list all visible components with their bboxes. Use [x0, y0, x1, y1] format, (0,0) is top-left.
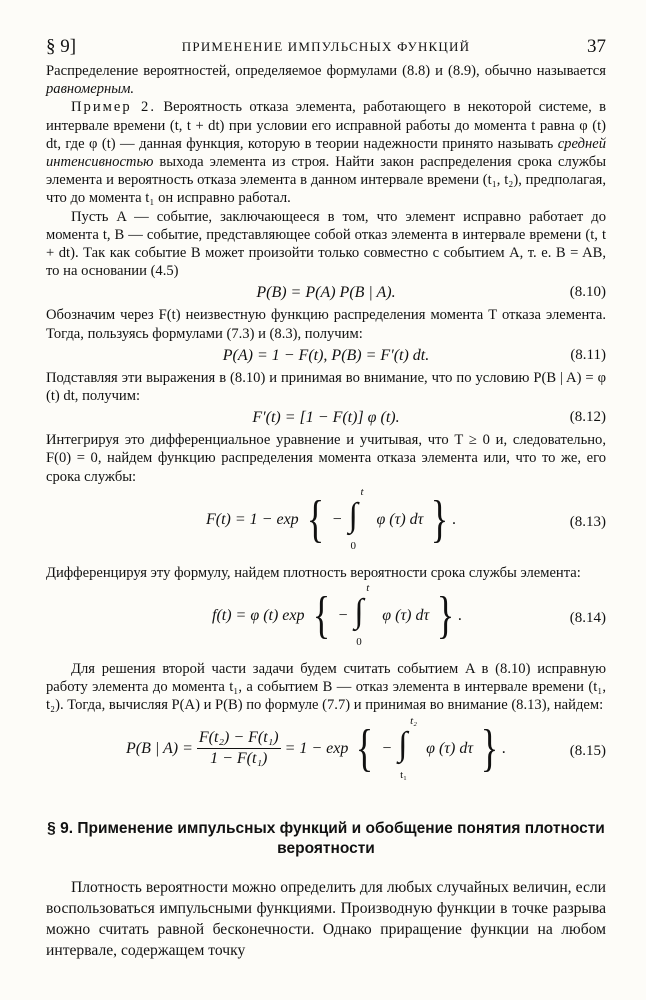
equation-number: (8.15)	[569, 742, 606, 759]
formula-middle: = 1 − exp	[284, 739, 349, 757]
formula-lhs: F(t) = 1 − exp	[206, 510, 299, 528]
equation-number: (8.10)	[569, 284, 606, 301]
equation-8-14	[46, 582, 606, 656]
formula: P(A) = 1 − F(t), P(B) = F′(t) dt.	[222, 346, 430, 364]
upper-limit: t₂	[410, 714, 418, 727]
paragraph-distribution: Обозначим через F(t) неизвестную функцию распределения момента T отказа элемента. Тогда, пользуясь формулами (7.3) и (8.3), получим:	[46, 307, 606, 342]
fraction	[197, 729, 281, 768]
example-label: Пример 2.	[71, 99, 156, 116]
paragraph-substitute: Подставляя эти выражения в (8.10) и принимая во внимание, что по условию P(B | A) = φ (t) dt, получим:	[46, 369, 606, 405]
paragraph-uniform	[46, 62, 606, 98]
minus-sign: −	[381, 739, 393, 757]
left-brace: {	[356, 719, 374, 777]
left-brace: {	[312, 587, 330, 645]
text: Распределение вероятностей, определяемое формулами (8.8) и (8.9), обычно называется	[46, 63, 606, 79]
formula-lhs: P(B | A) =	[126, 739, 193, 757]
formula: P(B) = P(A) P(B | A).	[256, 284, 396, 302]
formula	[212, 582, 463, 649]
numerator: F(t₂) − F(t₁)	[197, 729, 281, 749]
integral	[396, 714, 422, 781]
lower-limit: t₁	[400, 768, 408, 781]
lower-limit: 0	[350, 539, 356, 552]
equation-8-13	[46, 485, 606, 560]
page	[46, 34, 606, 961]
text: выхода элемента из строя. Найти закон распределения срока службы элемента и вероятность отказа элемента в данном интервале времени (t₁, t₂), предполагая, что до момента t₁ он исправно работал.	[46, 154, 606, 207]
upper-limit: t	[360, 485, 364, 498]
right-brace: }	[436, 587, 455, 645]
equation-8-12	[46, 409, 606, 427]
left-brace: {	[306, 490, 324, 548]
equation-8-11	[46, 347, 606, 365]
upper-limit: t	[366, 582, 370, 595]
emphasis: равномерным.	[46, 81, 135, 98]
formula	[206, 485, 457, 552]
emphasis: средней интенсивностью	[46, 135, 606, 171]
lower-limit: 0	[356, 636, 362, 649]
paragraph-differentiating: Дифференцируя эту формулу, найдем плотность вероятности срока службы элемента:	[46, 564, 581, 581]
equation-number: (8.14)	[569, 610, 606, 627]
integral-sign: ∫	[398, 725, 408, 763]
section-heading: § 9. Применение импульсных функций и обобщение понятия плотности вероятности	[47, 819, 605, 857]
paragraph-second-part: Для решения второй части задачи будем считать событием A в (8.10) исправную работу элемента до момента t₁, а событием B — отказ элемента в интервале времени (t₁, t₂). Тогда, вычисляя P(A) и P(B) по формуле (7.7) и принимая во внимание (8.13), найдем:	[46, 661, 606, 714]
equation-number: (8.11)	[570, 346, 606, 363]
integral	[346, 485, 372, 552]
formula: F′(t) = [1 − F(t)] φ (t).	[252, 409, 400, 427]
header-section: § 9]	[46, 36, 77, 57]
header-title: ПРИМЕНЕНИЕ ИМПУЛЬСНЫХ ФУНКЦИЙ	[181, 39, 471, 54]
running-header	[46, 34, 606, 62]
period: .	[452, 510, 457, 528]
paragraph-impulse-functions: Плотность вероятности можно определить для любых случайных величин, если воспользоваться импульсными функциями. Производную функции в точке разрыва можно считать равной бесконечности. Однако приращение функции на любом интервале, содержащем точку	[46, 878, 606, 959]
paragraph-example-2	[46, 98, 606, 207]
equation-8-10	[46, 284, 606, 302]
integral-sign: ∫	[348, 496, 358, 534]
integrand: φ (τ) dτ	[382, 607, 430, 625]
minus-sign: −	[337, 607, 349, 625]
minus-sign: −	[331, 510, 343, 528]
equation-8-15	[46, 714, 606, 789]
equation-number: (8.12)	[569, 409, 606, 426]
denominator: 1 − F(t₁)	[210, 750, 268, 768]
period: .	[458, 607, 463, 625]
formula-lhs: f(t) = φ (t) exp	[212, 607, 305, 625]
text: Вероятность отказа элемента, работающего в некоторой системе, в интервале времени (t, t + dt) при условии его исправной работы до момента t равна φ (t) dt, где φ (t) — данная функция, которую в теории надежности принято называть	[46, 99, 606, 152]
integrand: φ (τ) dτ	[426, 739, 474, 757]
paragraph-integrating: Интегрируя это дифференциальное уравнение и учитывая, что T ≥ 0 и, следовательно, F(0) = 0, найдем функцию распределения момента отказа элемента или, что то же, его срока службы:	[46, 432, 606, 485]
page-number: 37	[587, 36, 606, 57]
right-brace: }	[480, 719, 499, 777]
integral	[352, 582, 378, 649]
formula	[126, 714, 507, 781]
equation-number: (8.13)	[569, 513, 606, 530]
period: .	[502, 739, 507, 757]
integrand: φ (τ) dτ	[376, 510, 424, 528]
integral-sign: ∫	[354, 593, 364, 631]
right-brace: }	[431, 490, 449, 548]
paragraph-events: Пусть A — событие, заключающееся в том, что элемент исправно работает до момента t, B — событие, представляющее собой отказ элемента в интервале времени (t, t + dt). Так как событие B может произойти только совместно с событием A, т. е. B = AB, то на основании (4.5)	[46, 208, 606, 280]
